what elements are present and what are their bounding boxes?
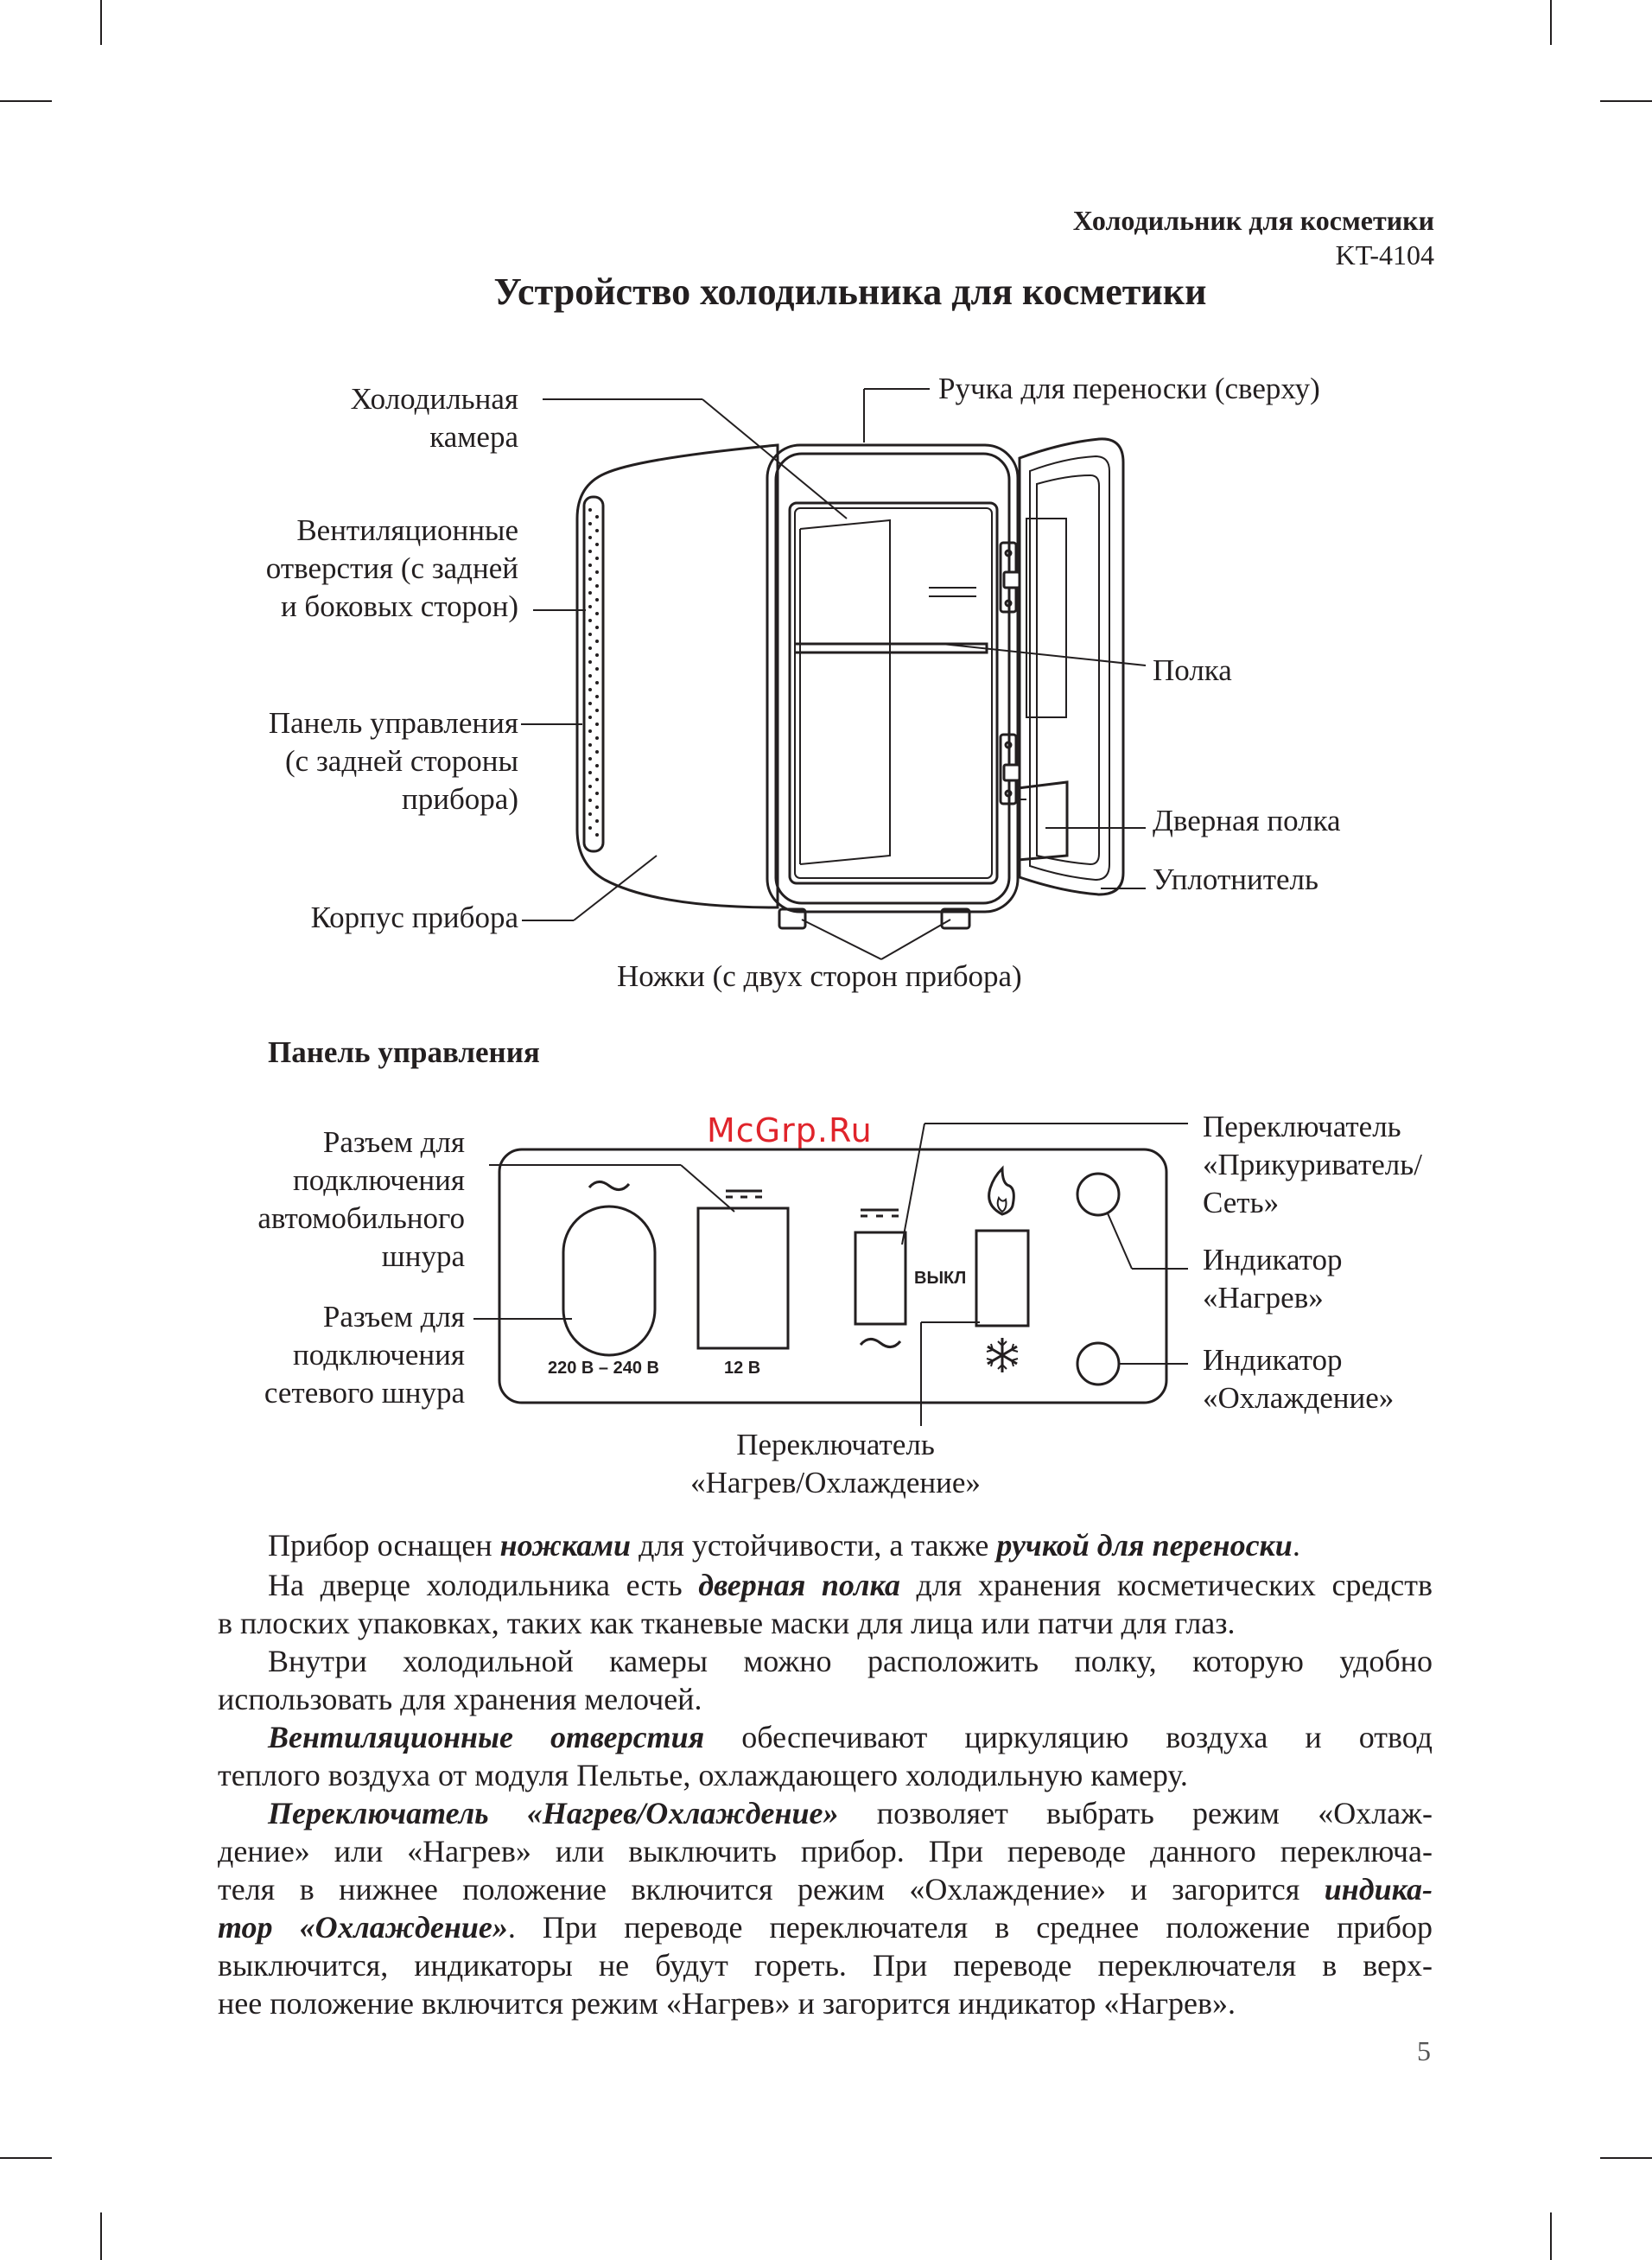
label-mode-switch-line: «Нагрев/Охлаждение» bbox=[690, 1466, 981, 1499]
text-run: Прибор оснащен bbox=[268, 1528, 500, 1563]
text-run: для устойчивости, а также bbox=[631, 1528, 997, 1563]
text-run: теплого воздуха от модуля Пельтье, охлаждающего холодильную камеру. bbox=[218, 1758, 1188, 1792]
ac-icon bbox=[589, 1181, 629, 1189]
label-vents-line: отверстия (с задней bbox=[265, 551, 518, 585]
label-heat-indicator bbox=[1203, 1241, 1342, 1317]
label-heat-indicator-line: «Нагрев» bbox=[1203, 1281, 1324, 1315]
paragraph-line bbox=[218, 1680, 1433, 1718]
paragraph-line bbox=[218, 1794, 1433, 1832]
label-car-socket-line: автомобильного bbox=[257, 1201, 465, 1235]
label-cool-indicator bbox=[1203, 1341, 1394, 1417]
mains-voltage-label: 220 В – 240 В bbox=[548, 1359, 659, 1378]
label-body: Корпус прибора bbox=[310, 901, 518, 934]
source-switch bbox=[855, 1232, 905, 1324]
text-run: позволяет выбрать режим «Охлаж- bbox=[838, 1796, 1433, 1830]
mode-switch bbox=[976, 1231, 1028, 1326]
label-cool-indicator-line: «Охлаждение» bbox=[1203, 1381, 1395, 1415]
heat-indicator bbox=[1077, 1174, 1119, 1215]
emphasis-text: тор «Охлаждение» bbox=[218, 1910, 508, 1945]
text-run: нее положение включится режим «Нагрев» и загорится индикатор «Нагрев». bbox=[218, 1986, 1236, 2021]
text-run: теля в нижнее положение включится режим «Охлаждение» и загорится bbox=[218, 1872, 1325, 1907]
header-model: KT-4104 bbox=[1335, 239, 1434, 271]
label-car-socket-line: подключения bbox=[292, 1163, 465, 1197]
label-feet: Ножки (с двух сторон прибора) bbox=[617, 959, 1022, 993]
label-cool-indicator-line: Индикатор bbox=[1203, 1343, 1343, 1377]
control-panel-title: Панель управления bbox=[268, 1035, 540, 1069]
text-run: в плоских упаковках, таких как тканевые маски для лица или патчи для глаз. bbox=[218, 1606, 1236, 1640]
label-shelf: Полка bbox=[1153, 653, 1232, 687]
crop-mark bbox=[0, 2157, 52, 2159]
paragraph-line bbox=[218, 1984, 1433, 2022]
label-control-panel-line: Панель управления bbox=[268, 706, 518, 740]
paragraph-line bbox=[218, 1566, 1433, 1604]
label-control-panel-line: прибора) bbox=[402, 782, 518, 816]
label-mode-switch bbox=[605, 1426, 1066, 1502]
emphasis-text: Переключатель «Нагрев/Охлаждение» bbox=[268, 1796, 839, 1830]
text-run: дение» или «Нагрев» или выключить прибор. При переводе данного переключа- bbox=[218, 1834, 1433, 1868]
paragraph-line bbox=[218, 1604, 1433, 1642]
label-source-switch-line: Сеть» bbox=[1203, 1186, 1280, 1219]
text-run: использовать для хранения мелочей. bbox=[218, 1682, 702, 1716]
text-run: На дверце холодильника есть bbox=[268, 1568, 699, 1602]
label-mains-socket-line: Разъем для bbox=[322, 1300, 465, 1334]
label-vents-line: и боковых сторон) bbox=[280, 589, 518, 623]
label-seal: Уплотнитель bbox=[1153, 863, 1318, 896]
label-control-panel-line: (с задней стороны bbox=[285, 744, 518, 778]
text-run: . При переводе переключателя в среднее положение прибор bbox=[507, 1910, 1433, 1945]
label-chamber-line: Холодильная bbox=[350, 382, 518, 416]
paragraph bbox=[218, 1794, 1433, 2022]
label-source-switch-line: Переключатель bbox=[1203, 1110, 1401, 1143]
label-car-socket bbox=[257, 1124, 465, 1276]
paragraph bbox=[218, 1718, 1433, 1794]
ac-icon bbox=[861, 1339, 900, 1346]
label-mains-socket-line: сетевого шнура bbox=[264, 1376, 465, 1410]
paragraph-line bbox=[218, 1756, 1433, 1794]
crop-mark bbox=[100, 2212, 102, 2260]
text-run: для хранения косметических средств bbox=[899, 1568, 1433, 1602]
label-heat-indicator-line: Индикатор bbox=[1203, 1243, 1343, 1276]
emphasis-text: Вентиляционные отверстия bbox=[268, 1720, 705, 1754]
paragraph-line bbox=[218, 1908, 1433, 1946]
emphasis-text: ножками bbox=[499, 1528, 632, 1563]
emphasis-text: ручкой для переноски bbox=[996, 1528, 1293, 1563]
cool-indicator bbox=[1077, 1343, 1119, 1385]
dc-icon bbox=[861, 1210, 899, 1216]
label-car-socket-line: Разъем для bbox=[322, 1125, 465, 1159]
mains-socket bbox=[563, 1206, 655, 1355]
crop-mark bbox=[1550, 2212, 1552, 2260]
watermark: McGrp.Ru bbox=[707, 1111, 873, 1149]
label-mode-switch-line: Переключатель bbox=[736, 1428, 935, 1461]
snowflake-icon bbox=[987, 1338, 1018, 1372]
label-mains-socket-line: подключения bbox=[292, 1338, 465, 1372]
text-run: выключится, индикаторы не будут гореть. При переводе переключателя в верх- bbox=[218, 1948, 1433, 1983]
label-car-socket-line: шнура bbox=[381, 1239, 465, 1273]
text-run: Внутри холодильной камеры можно расположить полку, которую удобно bbox=[268, 1644, 1433, 1678]
paragraph-line bbox=[218, 1946, 1433, 1984]
label-door-shelf: Дверная полка bbox=[1153, 804, 1341, 837]
paragraph-line bbox=[218, 1870, 1433, 1908]
text-run: . bbox=[1292, 1528, 1300, 1563]
car-socket bbox=[698, 1208, 788, 1348]
page-title: Устройство холодильника для косметики bbox=[493, 271, 1207, 313]
paragraph-line bbox=[218, 1642, 1433, 1680]
crop-mark bbox=[1600, 2157, 1652, 2159]
paragraph-line bbox=[218, 1832, 1433, 1870]
paragraph bbox=[218, 1566, 1433, 1642]
label-chamber-line: камера bbox=[429, 420, 518, 454]
dc-icon bbox=[726, 1191, 762, 1197]
page-number: 5 bbox=[1417, 2035, 1431, 2066]
off-label: ВЫКЛ bbox=[914, 1269, 967, 1288]
label-source-switch-line: «Прикуриватель/ bbox=[1203, 1148, 1422, 1181]
label-handle: Ручка для переноски (сверху) bbox=[938, 372, 1320, 405]
flame-icon bbox=[989, 1168, 1014, 1214]
label-mains-socket bbox=[264, 1298, 465, 1412]
label-vents-line: Вентиляционные bbox=[296, 513, 518, 547]
car-voltage-label: 12 В bbox=[724, 1359, 761, 1378]
header-product-name: Холодильник для косметики bbox=[1072, 205, 1434, 236]
label-source-switch bbox=[1203, 1108, 1422, 1222]
emphasis-text: дверная полка bbox=[698, 1568, 900, 1602]
paragraph-line bbox=[218, 1526, 1433, 1564]
paragraph bbox=[218, 1526, 1433, 1564]
paragraph bbox=[218, 1642, 1433, 1718]
text-run: обеспечивают циркуляцию воздуха и отвод bbox=[704, 1720, 1433, 1754]
emphasis-text: индика- bbox=[1324, 1872, 1433, 1907]
paragraph-line bbox=[218, 1718, 1433, 1756]
